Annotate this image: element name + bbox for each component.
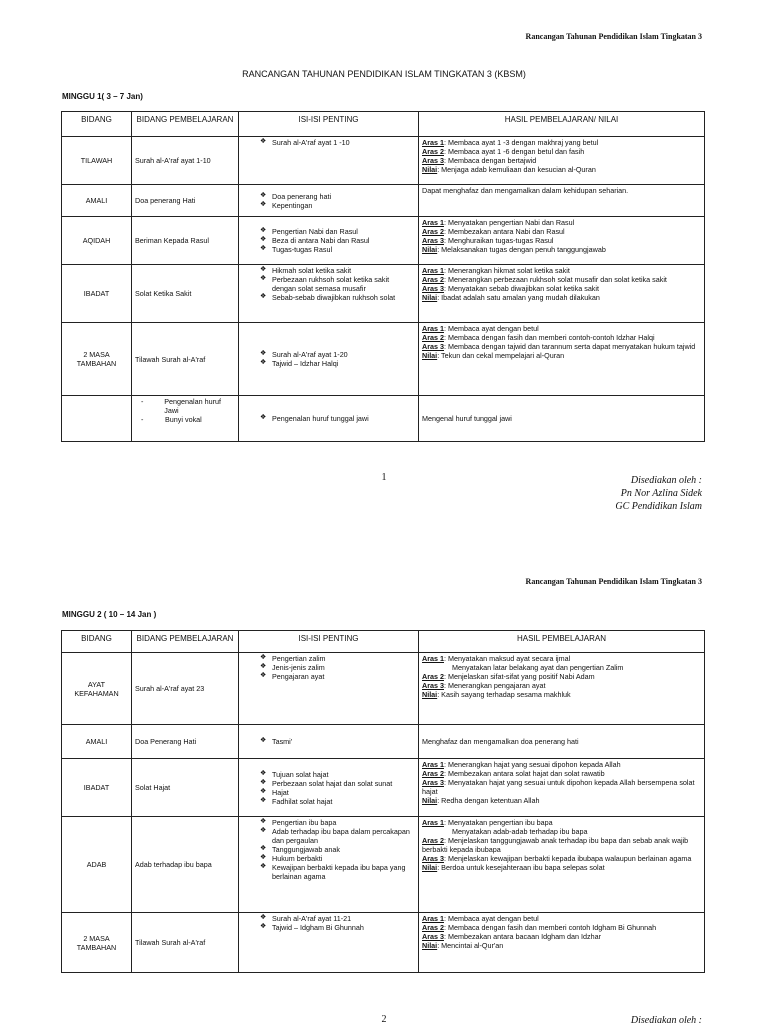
- bullet-text: Surah al-A'raf ayat 1 -10: [272, 138, 350, 147]
- bidang-cell: 2 MASA TAMBAHAN: [62, 913, 132, 973]
- outcome-level: Aras 2: [422, 923, 444, 932]
- outcome-line: [422, 863, 701, 872]
- bidang-cell: AYAT KEFAHAMAN: [62, 653, 132, 725]
- diamond-bullet-icon: ❖: [260, 236, 267, 243]
- diamond-bullet-icon: ❖: [260, 200, 267, 208]
- outcome-level: Aras 3: [422, 932, 444, 941]
- table-row: [62, 817, 705, 913]
- outcome-level: Nilai: [422, 351, 438, 360]
- outcome-text: Mengenal huruf tunggal jawi: [422, 414, 512, 423]
- page-number-2: 2: [381, 1014, 387, 1025]
- outcome-line: [422, 324, 701, 333]
- bullet-item: [242, 414, 415, 423]
- hasil-pembelajaran-cell: [419, 137, 705, 185]
- bidang-pembelajaran-text: Surah al-A'raf ayat 1-10: [135, 156, 211, 165]
- bullet-text: Hukum berbakti: [272, 854, 323, 863]
- bullet-text: Surah al-A'raf ayat 1-20: [272, 350, 348, 359]
- outcome-level: Aras 2: [422, 333, 444, 342]
- outcome-text: : Membaca dengan tajwid dan tarannum serta dapat menyatakan hukum tajwid: [443, 342, 696, 351]
- outcome-line: [422, 236, 701, 245]
- header-bidang: BIDANG: [62, 631, 132, 653]
- header-bidang-pembelajaran: BIDANG PEMBELAJARAN: [132, 112, 239, 137]
- outcome-text: : Membaca dengan bertajwid: [443, 156, 537, 165]
- outcome-line: [422, 245, 701, 254]
- bullet-item: [242, 293, 415, 302]
- outcome-line: [422, 186, 701, 195]
- bullet-item: [242, 854, 415, 863]
- outcome-text: : Menjaga adab kemuliaan dan kesucian al-Quran: [437, 165, 596, 174]
- isi-isi-penting-cell: [239, 396, 419, 442]
- bullet-text: Tanggungjawab anak: [272, 845, 340, 854]
- bullet-item: [242, 788, 415, 797]
- outcome-line: [422, 769, 701, 778]
- outcome-level: Aras 2: [422, 769, 444, 778]
- diamond-bullet-icon: ❖: [260, 654, 267, 661]
- outcome-line: [422, 293, 701, 302]
- isi-isi-penting-cell: [239, 759, 419, 817]
- outcome-line: [422, 138, 701, 147]
- outcome-level: Aras 1: [422, 760, 444, 769]
- outcome-line: [422, 923, 701, 932]
- outcome-line: [422, 681, 701, 690]
- bullet-item: [242, 138, 415, 147]
- bullet-text: Perbezaan solat hajat dan solat sunat: [272, 778, 393, 788]
- diamond-bullet-icon: ❖: [260, 914, 267, 921]
- bidang-pembelajaran-cell: [132, 265, 239, 323]
- outcome-text: : Menyatakan maksud ayat secara ijmal: [443, 654, 571, 663]
- document-title: RANCANGAN TAHUNAN PENDIDIKAN ISLAM TINGKATAN 3 (KBSM): [242, 69, 526, 79]
- outcome-line: [422, 854, 701, 863]
- outcome-line: [422, 914, 701, 923]
- outcome-line: [422, 351, 701, 360]
- bullet-item: [242, 201, 415, 210]
- outcome-line: [422, 690, 701, 699]
- bidang-cell: TILAWAH: [62, 137, 132, 185]
- bidang-cell: AMALI: [62, 725, 132, 759]
- header-hasil-pembelajaran: HASIL PEMBELAJARAN/ NILAI: [419, 112, 705, 137]
- bidang-cell: ADAB: [62, 817, 132, 913]
- table-row: [62, 323, 705, 396]
- isi-isi-penting-cell: [239, 217, 419, 265]
- outcome-level: Aras 1: [422, 218, 444, 227]
- diamond-bullet-icon: ❖: [260, 414, 267, 421]
- outcome-line: [422, 227, 701, 236]
- outcome-level: Aras 1: [422, 818, 444, 827]
- outcome-text: Dapat menghafaz dan mengamalkan dalam kehidupan seharian.: [422, 186, 629, 195]
- prepared-by-label: Disediakan oleh :: [630, 475, 702, 486]
- bidang-cell: IBADAT: [62, 265, 132, 323]
- bidang-pembelajaran-text: Tilawah Surah al-A'raf: [135, 354, 206, 364]
- isi-isi-penting-cell: [239, 265, 419, 323]
- outcome-text: : Menyatakan hajat yang sesuai untuk dipohon kepada Allah bersempena solat hajat: [422, 778, 695, 796]
- bullet-item: [242, 192, 415, 201]
- outcome-line: [422, 827, 701, 836]
- outcome-line: [422, 218, 701, 227]
- outcome-level: Aras 2: [422, 836, 444, 845]
- diamond-bullet-icon: ❖: [260, 787, 267, 795]
- bullet-item: [242, 672, 415, 681]
- outcome-text: : Membaca ayat 1 -6 dengan betul dan fasih: [443, 147, 585, 156]
- prepared-by-name: Pn Nor Azlina Sidek: [620, 488, 702, 499]
- outcome-text: : Menjelaskan kewajipan berbakti kepada ibubapa walaupun berlainan agama: [443, 854, 692, 863]
- diamond-bullet-icon: ❖: [260, 845, 267, 852]
- header-isi-isi-penting: ISI-ISI PENTING: [239, 631, 419, 653]
- bidang-cell: 2 MASA TAMBAHAN: [62, 323, 132, 396]
- bullet-text: Tujuan solat hajat: [272, 769, 329, 779]
- outcome-level: Aras 2: [422, 147, 444, 156]
- outcome-line: [422, 672, 701, 681]
- isi-isi-penting-cell: [239, 653, 419, 725]
- bullet-item: [242, 350, 415, 359]
- header-isi-isi-penting: ISI-ISI PENTING: [239, 112, 419, 137]
- outcome-level: Nilai: [422, 941, 438, 950]
- diamond-bullet-icon: ❖: [260, 138, 267, 145]
- bullet-text: Sebab-sebab diwajibkan rukhsoh solat: [272, 293, 396, 302]
- isi-isi-penting-cell: [239, 137, 419, 185]
- bullet-text: Tajwid – Idzhar Halqi: [272, 359, 339, 368]
- bullet-item: [242, 227, 415, 236]
- running-head-2: Rancangan Tahunan Pendidikan Islam Tingkatan 3: [525, 577, 702, 586]
- outcome-level: Aras 2: [422, 672, 444, 681]
- hasil-pembelajaran-cell: [419, 265, 705, 323]
- diamond-bullet-icon: ❖: [260, 769, 267, 777]
- diamond-bullet-icon: ❖: [260, 818, 267, 825]
- outcome-line: [422, 796, 701, 805]
- outcome-text: : Membaca ayat dengan betul: [443, 914, 539, 923]
- bidang-pembelajaran-text: Solat Ketika Sakit: [135, 289, 192, 298]
- dash-item: [135, 415, 235, 424]
- outcome-text: Menyatakan latar belakang ayat dan pengertian Zalim: [452, 663, 624, 672]
- outcome-level: Aras 3: [422, 342, 444, 351]
- diamond-bullet-icon: ❖: [260, 227, 267, 234]
- bidang-pembelajaran-cell: [132, 185, 239, 217]
- outcome-level: Nilai: [422, 293, 438, 302]
- bullet-text: Pengertian zalim: [272, 654, 326, 663]
- bidang-pembelajaran-cell: [132, 725, 239, 759]
- outcome-text: : Ibadat adalah satu amalan yang mudah dilakukan: [437, 293, 600, 302]
- page-number: 1: [381, 472, 387, 483]
- outcome-text: : Menerangkan hikmat solat ketika sakit: [443, 266, 570, 275]
- outcome-text: : Kasih sayang terhadap sesama makhluk: [437, 690, 571, 699]
- table-row: [62, 185, 705, 217]
- outcome-line: [422, 266, 701, 275]
- hasil-pembelajaran-cell: [419, 396, 705, 442]
- outcome-line: [422, 156, 701, 165]
- outcome-line: [422, 941, 701, 950]
- outcome-line: [422, 284, 701, 293]
- diamond-bullet-icon: ❖: [260, 672, 267, 679]
- outcome-level: Aras 1: [422, 138, 444, 147]
- bullet-item: [242, 863, 415, 881]
- bullet-text: Perbezaan rukhsoh solat ketika sakit dengan solat semasa musafir: [272, 275, 390, 293]
- diamond-bullet-icon: ❖: [260, 796, 267, 804]
- bullet-text: Jenis-jenis zalim: [272, 663, 325, 672]
- bidang-pembelajaran-cell: [132, 217, 239, 265]
- bullet-item: [242, 770, 415, 779]
- header-bidang: BIDANG: [62, 112, 132, 137]
- isi-isi-penting-cell: [239, 323, 419, 396]
- bullet-item: [242, 359, 415, 368]
- bullet-item: [242, 737, 415, 746]
- outcome-level: Aras 2: [422, 227, 444, 236]
- outcome-text: : Menjelaskan tanggungjawab anak terhadap ibu bapa dan sebab anak wajib berbakti kepada ibubapa: [422, 836, 689, 854]
- table-row: [62, 725, 705, 759]
- hasil-pembelajaran-cell: [419, 913, 705, 973]
- outcome-text: : Membezakan antara Nabi dan Rasul: [443, 227, 565, 236]
- table-row: [62, 396, 705, 442]
- outcome-text: : Mencintai al-Qur'an: [437, 941, 504, 950]
- outcome-text: : Membezakan antara solat hajat dan solat rawatib: [443, 769, 605, 778]
- outcome-text: : Membaca ayat 1 -3 dengan makhraj yang betul: [443, 138, 599, 147]
- diamond-bullet-icon: ❖: [260, 778, 267, 786]
- outcome-text: : Menghuraikan tugas-tugas Rasul: [443, 236, 554, 245]
- bullet-text: Kewajipan berbakti kepada ibu bapa yang berlainan agama: [272, 863, 406, 881]
- diamond-bullet-icon: ❖: [260, 293, 267, 300]
- header-hasil-pembelajaran: HASIL PEMBELAJARAN: [419, 631, 705, 653]
- dash-marker: -: [141, 397, 144, 406]
- bullet-text: Beza di antara Nabi dan Rasul: [272, 236, 370, 245]
- bidang-pembelajaran-text: Doa Penerang Hati: [135, 737, 197, 746]
- table-row: [62, 217, 705, 265]
- bidang-pembelajaran-cell: [132, 137, 239, 185]
- outcome-text: : Berdoa untuk kesejahteraan ibu bapa selepas solat: [437, 863, 605, 872]
- table-row: [62, 137, 705, 185]
- table-row: [62, 913, 705, 973]
- bidang-pembelajaran-text: Tilawah Surah al-A'raf: [135, 938, 206, 947]
- bullet-text: Fadhilat solat hajat: [272, 796, 333, 806]
- diamond-bullet-icon: ❖: [260, 663, 267, 670]
- prepared-by-role: GC Pendidikan Islam: [615, 501, 702, 512]
- outcome-line: [422, 342, 701, 351]
- hasil-pembelajaran-cell: [419, 759, 705, 817]
- diamond-bullet-icon: ❖: [260, 854, 267, 861]
- diamond-bullet-icon: ❖: [260, 245, 267, 252]
- bullet-text: Tajwid – Idgham Bi Ghunnah: [272, 923, 364, 932]
- outcome-level: Aras 3: [422, 236, 444, 245]
- running-head: Rancangan Tahunan Pendidikan Islam Tingkatan 3: [525, 32, 702, 41]
- outcome-level: Aras 3: [422, 854, 444, 863]
- bullet-item: [242, 923, 415, 932]
- outcome-line: [422, 654, 701, 663]
- bullet-text: Pengertian ibu bapa: [272, 818, 337, 827]
- outcome-level: Aras 1: [422, 324, 444, 333]
- outcome-level: Nilai: [422, 690, 438, 699]
- bullet-text: Hajat: [272, 787, 289, 797]
- bullet-item: [242, 797, 415, 806]
- header-bidang-pembelajaran: BIDANG PEMBELAJARAN: [132, 631, 239, 653]
- outcome-line: [422, 778, 701, 796]
- outcome-text: : Menyatakan pengertian ibu bapa: [443, 818, 553, 827]
- isi-isi-penting-cell: [239, 725, 419, 759]
- bullet-text: Surah al-A'raf ayat 11-21: [272, 914, 352, 923]
- outcome-text: Menyatakan adab-adab terhadap ibu bapa: [452, 827, 588, 836]
- bidang-pembelajaran-cell: [132, 653, 239, 725]
- bullet-item: [242, 236, 415, 245]
- outcome-text: : Menjelaskan sifat-sifat yang positif Nabi Adam: [443, 672, 595, 681]
- bullet-item: [242, 266, 415, 275]
- outcome-text: : Melaksanakan tugas dengan penuh tanggungjawab: [437, 245, 606, 254]
- bidang-cell: AMALI: [62, 185, 132, 217]
- outcome-level: Nilai: [422, 863, 438, 872]
- hasil-pembelajaran-cell: [419, 323, 705, 396]
- bullet-item: [242, 845, 415, 854]
- bullet-item: [242, 914, 415, 923]
- outcome-text: : Menerangkan perbezaan rukhsoh solat musafir dan solat ketika sakit: [443, 275, 667, 284]
- isi-isi-penting-cell: [239, 913, 419, 973]
- hasil-pembelajaran-cell: [419, 217, 705, 265]
- outcome-line: [422, 818, 701, 827]
- week-2-table: [61, 630, 705, 973]
- isi-isi-penting-cell: [239, 817, 419, 913]
- outcome-line: [422, 663, 701, 672]
- table-row: [62, 759, 705, 817]
- outcome-level: Nilai: [422, 165, 438, 174]
- bidang-pembelajaran-text: Beriman Kepada Rasul: [135, 236, 209, 245]
- bidang-pembelajaran-text: Solat Hajat: [135, 783, 171, 792]
- outcome-line: [422, 760, 701, 769]
- diamond-bullet-icon: ❖: [260, 191, 267, 199]
- outcome-line: [422, 414, 701, 423]
- bidang-cell: [62, 396, 132, 442]
- outcome-text: : Redha dengan ketentuan Allah: [437, 796, 540, 805]
- hasil-pembelajaran-cell: [419, 817, 705, 913]
- outcome-line: [422, 836, 701, 854]
- diamond-bullet-icon: ❖: [260, 863, 267, 870]
- bullet-text: Tugas-tugas Rasul: [272, 245, 333, 254]
- outcome-level: Nilai: [422, 245, 438, 254]
- diamond-bullet-icon: ❖: [260, 350, 267, 357]
- prepared-by: [615, 474, 702, 513]
- hasil-pembelajaran-cell: [419, 653, 705, 725]
- outcome-level: Aras 1: [422, 654, 444, 663]
- bullet-text: Hikmah solat ketika sakit: [272, 266, 352, 275]
- table-row: [62, 265, 705, 323]
- diamond-bullet-icon: ❖: [260, 923, 267, 930]
- bullet-text: Doa penerang hati: [272, 191, 332, 201]
- bullet-item: [242, 827, 415, 845]
- outcome-text: : Menyatakan pengertian Nabi dan Rasul: [443, 218, 575, 227]
- diamond-bullet-icon: ❖: [260, 266, 267, 273]
- bullet-text: Tasmi': [272, 737, 293, 746]
- diamond-bullet-icon: ❖: [260, 827, 267, 834]
- bullet-text: Pengajaran ayat: [272, 672, 325, 681]
- outcome-text: : Membaca dengan fasih dan memberi contoh-contoh Idzhar Halqi: [443, 333, 655, 342]
- bullet-item: [242, 779, 415, 788]
- outcome-text: Menghafaz dan mengamalkan doa penerang hati: [422, 737, 579, 746]
- outcome-level: Aras 3: [422, 156, 444, 165]
- bidang-pembelajaran-text: Surah al-A'raf ayat 23: [135, 684, 205, 693]
- dash-text: Pengenalan huruf Jawi: [164, 397, 221, 415]
- outcome-text: : Menerangkan pengajaran ayat: [443, 681, 546, 690]
- bullet-item: [242, 663, 415, 672]
- outcome-line: [422, 737, 701, 746]
- outcome-text: : Membaca ayat dengan betul: [443, 324, 539, 333]
- dash-marker: -: [141, 415, 144, 424]
- bidang-pembelajaran-cell: [132, 913, 239, 973]
- dash-text: Bunyi vokal: [165, 415, 202, 424]
- bullet-text: Adab terhadap ibu bapa dalam percakapan dan pergaulan: [272, 827, 410, 845]
- bullet-item: [242, 654, 415, 663]
- bidang-pembelajaran-cell: [132, 323, 239, 396]
- outcome-text: : Menerangkan hajat yang sesuai dipohon kepada Allah: [443, 760, 621, 769]
- outcome-line: [422, 147, 701, 156]
- bidang-pembelajaran-cell: [132, 759, 239, 817]
- bullet-item: [242, 275, 415, 293]
- hasil-pembelajaran-cell: [419, 725, 705, 759]
- outcome-line: [422, 165, 701, 174]
- table-row: [62, 653, 705, 725]
- outcome-text: : Membaca dengan fasih dan memberi contoh Idgham Bi Ghunnah: [443, 923, 657, 932]
- hasil-pembelajaran-cell: [419, 185, 705, 217]
- bidang-cell: AQIDAH: [62, 217, 132, 265]
- outcome-level: Aras 3: [422, 681, 444, 690]
- outcome-text: : Tekun dan cekal mempelajari al-Quran: [437, 351, 565, 360]
- outcome-text: : Menyatakan sebab diwajibkan solat ketika sakit: [443, 284, 599, 293]
- outcome-level: Aras 3: [422, 778, 444, 787]
- week-2-label: MINGGU 2 ( 10 – 14 Jan ): [62, 610, 157, 619]
- outcome-level: Aras 2: [422, 275, 444, 284]
- outcome-text: : Membezakan antara bacaan Idgham dan Idzhar: [443, 932, 602, 941]
- bullet-item: [242, 245, 415, 254]
- outcome-level: Aras 3: [422, 284, 444, 293]
- bidang-pembelajaran-cell: [132, 817, 239, 913]
- diamond-bullet-icon: ❖: [260, 275, 267, 282]
- prepared-by-2: Disediakan oleh :: [630, 1015, 702, 1026]
- outcome-line: [422, 333, 701, 342]
- outcome-level: Nilai: [422, 796, 438, 805]
- bullet-text: Pengertian Nabi dan Rasul: [272, 227, 358, 236]
- diamond-bullet-icon: ❖: [260, 359, 267, 366]
- week-1-table: [61, 111, 705, 442]
- outcome-line: [422, 275, 701, 284]
- bidang-cell: IBADAT: [62, 759, 132, 817]
- diamond-bullet-icon: ❖: [260, 737, 267, 744]
- bidang-pembelajaran-cell: [132, 396, 239, 442]
- dash-item: [135, 397, 235, 415]
- outcome-level: Aras 1: [422, 266, 444, 275]
- bullet-item: [242, 818, 415, 827]
- outcome-line: [422, 932, 701, 941]
- bullet-text: Kepentingan: [272, 200, 313, 210]
- bidang-pembelajaran-text: Doa penerang Hati: [135, 196, 196, 205]
- bidang-pembelajaran-text: Adab terhadap ibu bapa: [135, 860, 212, 869]
- week-1-label: MINGGU 1( 3 – 7 Jan): [62, 92, 143, 101]
- isi-isi-penting-cell: [239, 185, 419, 217]
- bullet-text: Pengenalan huruf tunggal jawi: [272, 414, 369, 423]
- outcome-level: Aras 1: [422, 914, 444, 923]
